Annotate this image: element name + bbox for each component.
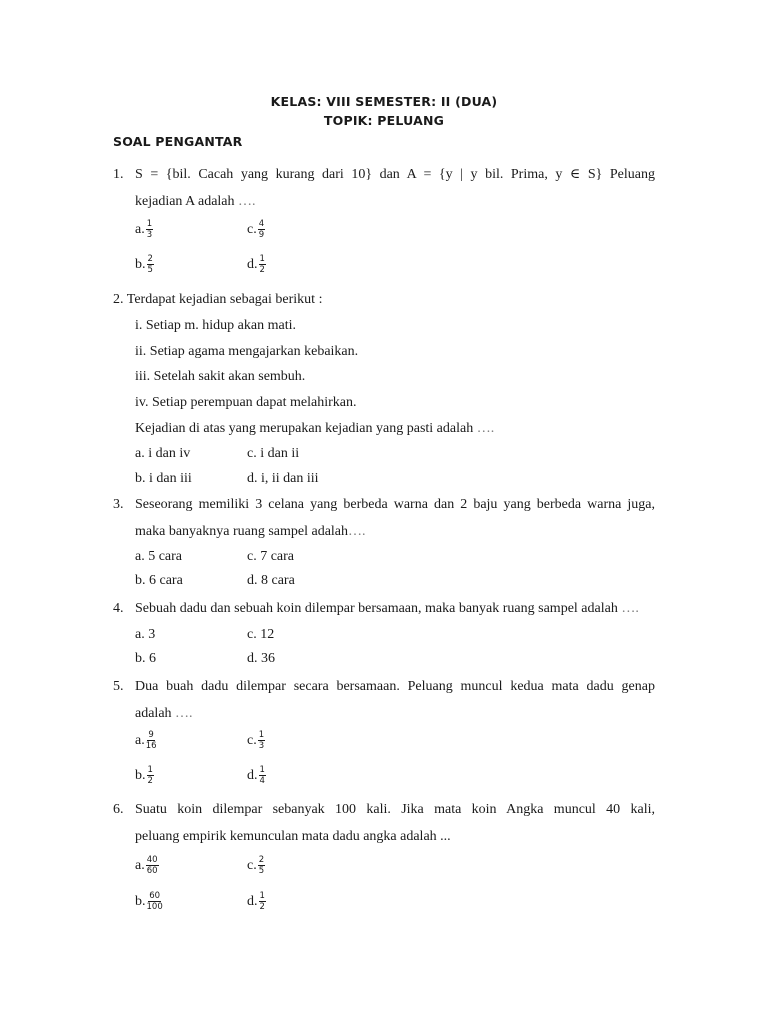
q1-option-c: c. $\frac{4}{9}$ xyxy=(247,219,265,240)
q6-option-c: c. $\frac{2}{5}$ xyxy=(247,855,265,876)
q2-option-a: a. i dan iv xyxy=(135,446,191,461)
q4-text: Sebuah dadu dan sebuah koin dilempar bersamaan, maka banyak ruang sampel adalah …. xyxy=(135,601,639,616)
q1-option-b: b. $\frac{2}{5}$ xyxy=(135,254,153,275)
q6-option-d: d. $\frac{1}{2}$ xyxy=(247,891,265,912)
q5-option-c: c. $\frac{1}{3}$ xyxy=(247,730,265,751)
q5-text-line2: adalah …. xyxy=(135,706,193,721)
q6-option-b: b. $\frac{60}{100}$ xyxy=(135,891,163,912)
q6-number: 6. xyxy=(113,802,124,817)
fraction: $\frac{1}{2}$ xyxy=(259,254,265,275)
fraction: $\frac{4}{9}$ xyxy=(258,219,265,240)
fraction: $\frac{40}{60}$ xyxy=(146,855,158,876)
q4-option-b: b. 6 xyxy=(135,651,156,666)
q2-item-3: iii. Setelah sakit akan sembuh. xyxy=(135,369,306,384)
header-topic: TOPIK: PELUANG xyxy=(323,113,445,128)
q3-text-line2: maka banyaknya ruang sampel adalah…. xyxy=(135,524,366,539)
q3-number: 3. xyxy=(113,497,124,512)
fraction: $\frac{1}{3}$ xyxy=(146,219,153,240)
q2-option-c: c. i dan ii xyxy=(247,446,300,461)
q5-text-line1: Dua buah dadu dilempar secara bersamaan. Peluang muncul kedua mata dadu genap xyxy=(135,679,655,694)
q4-number: 4. xyxy=(113,601,124,616)
q5-number: 5. xyxy=(113,679,124,694)
q1-text-line2: kejadian A adalah …. xyxy=(135,194,256,209)
q2-item-2: ii. Setiap agama mengajarkan kebaikan. xyxy=(135,344,359,359)
q2-item-1: i. Setiap m. hidup akan mati. xyxy=(135,318,296,333)
fraction: $\frac{2}{5}$ xyxy=(258,855,265,876)
section-title: SOAL PENGANTAR xyxy=(113,134,243,149)
q1-text-line1: S = {bil. Cacah yang kurang dari 10} dan A = {y | y bil. Prima, y ∈ S} Peluang xyxy=(135,167,655,182)
fraction: $\frac{1}{2}$ xyxy=(147,765,153,786)
fraction: $\frac{60}{100}$ xyxy=(146,891,163,912)
q3-text-line1: Seseorang memiliki 3 celana yang berbeda warna dan 2 baju yang berbeda warna juga, xyxy=(135,497,655,512)
q3-option-c: c. 7 cara xyxy=(247,549,295,564)
q2-question: Kejadian di atas yang merupakan kejadian yang pasti adalah …. xyxy=(135,421,495,436)
q1-option-a: a. $\frac{1}{3}$ xyxy=(135,219,153,240)
q4-option-d: d. 36 xyxy=(247,651,275,666)
fraction: $\frac{9}{16}$ xyxy=(145,730,157,751)
q3-option-d: d. 8 cara xyxy=(247,573,295,588)
fraction: $\frac{1}{4}$ xyxy=(259,765,265,786)
q6-text-line2: peluang empirik kemunculan mata dadu angka adalah ... xyxy=(135,829,451,844)
q3-option-b: b. 6 cara xyxy=(135,573,183,588)
q1-number: 1. xyxy=(113,167,124,182)
q2-text: 2. Terdapat kejadian sebagai berikut : xyxy=(113,292,323,307)
q4-option-c: c. 12 xyxy=(247,627,275,642)
fraction: $\frac{1}{2}$ xyxy=(259,891,265,912)
q1-option-d: d. $\frac{1}{2}$ xyxy=(247,254,265,275)
q3-option-a: a. 5 cara xyxy=(135,549,183,564)
fraction: $\frac{2}{5}$ xyxy=(147,254,153,275)
q4-option-a: a. 3 xyxy=(135,627,156,642)
q2-option-d: d. i, ii dan iii xyxy=(247,471,319,486)
q5-option-d: d. $\frac{1}{4}$ xyxy=(247,765,265,786)
fraction: $\frac{1}{3}$ xyxy=(258,730,265,751)
q5-option-b: b. $\frac{1}{2}$ xyxy=(135,765,153,786)
q6-option-a: a. $\frac{40}{60}$ xyxy=(135,855,158,876)
q2-option-b: b. i dan iii xyxy=(135,471,192,486)
q2-item-4: iv. Setiap perempuan dapat melahirkan. xyxy=(135,395,357,410)
q6-text-line1: Suatu koin dilempar sebanyak 100 kali. Jika mata koin Angka muncul 40 kali, xyxy=(135,802,655,817)
q5-option-a: a. $\frac{9}{16}$ xyxy=(135,730,157,751)
header-class-semester: KELAS: VIII SEMESTER: II (DUA) xyxy=(270,94,498,109)
